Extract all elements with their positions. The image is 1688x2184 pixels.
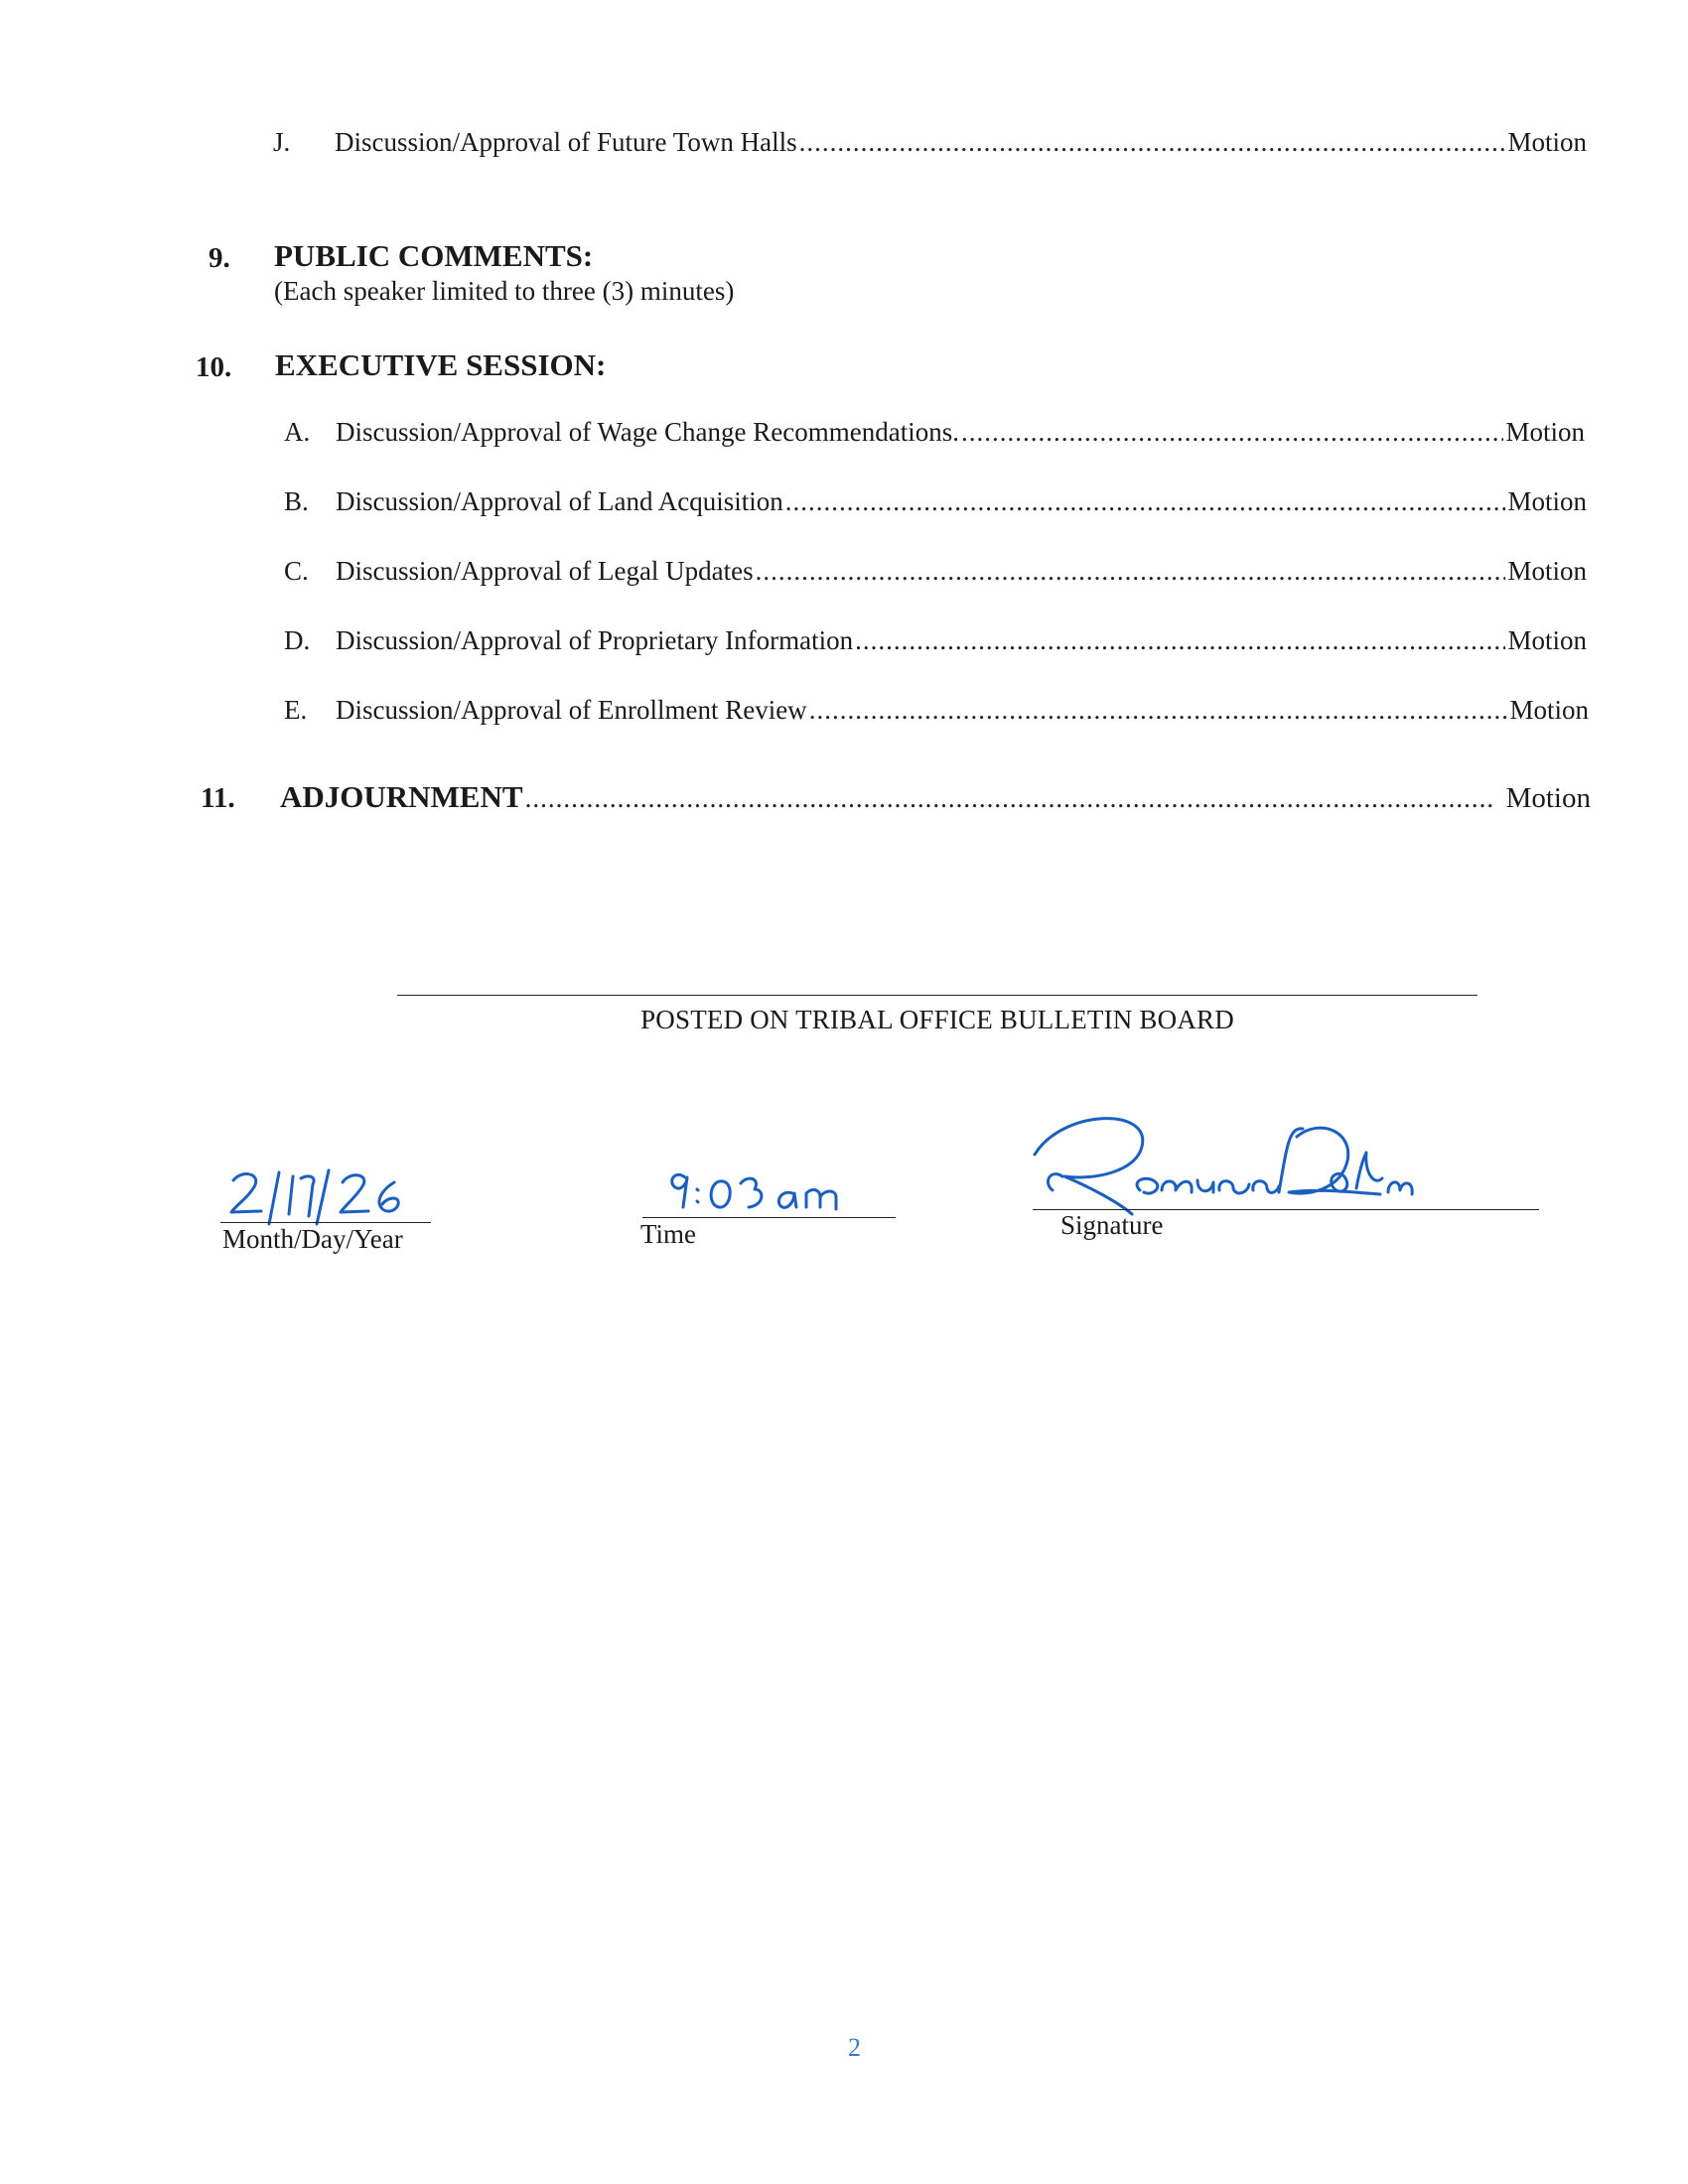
- dot-leader: [961, 417, 1504, 448]
- dot-leader: [756, 556, 1506, 587]
- signature-caption: Signature: [1060, 1210, 1164, 1240]
- item-action: Motion: [1509, 695, 1589, 725]
- handwritten-date: [225, 1166, 414, 1226]
- item-label: Discussion/Approval of Wage Change Recommendations.: [336, 417, 959, 447]
- item-action: Motion: [1505, 417, 1585, 447]
- item-action: Motion: [1507, 625, 1587, 655]
- page-number: 2: [848, 2033, 861, 2062]
- agenda-item-b: [284, 486, 1587, 517]
- dot-leader: [525, 783, 1492, 814]
- date-rule: [220, 1222, 431, 1223]
- handwritten-signature: [1023, 1107, 1420, 1216]
- agenda-item-d: [284, 625, 1587, 656]
- agenda-item-j: [273, 127, 1587, 158]
- item-letter: B.: [284, 486, 309, 516]
- section-title: EXECUTIVE SESSION:: [275, 347, 607, 382]
- section-11: [201, 779, 1591, 815]
- signature-field: [1023, 1107, 1539, 1246]
- item-label: Discussion/Approval of Legal Updates: [336, 556, 754, 586]
- item-letter: J.: [273, 127, 291, 157]
- section-subtitle: (Each speaker limited to three (3) minutes): [274, 276, 735, 306]
- item-action: Motion: [1505, 782, 1591, 814]
- dot-leader: [785, 486, 1506, 517]
- item-label: Discussion/Approval of Land Acquisition: [336, 486, 783, 516]
- section-number: 9.: [209, 242, 230, 274]
- time-rule: [642, 1217, 896, 1218]
- time-field: [640, 1163, 899, 1249]
- posted-rule: [397, 995, 1477, 996]
- item-letter: C.: [284, 556, 309, 586]
- item-label: Discussion/Approval of Future Town Halls: [335, 127, 797, 157]
- item-label: Discussion/Approval of Proprietary Information: [336, 625, 854, 655]
- dot-leader: [799, 127, 1506, 158]
- agenda-item-a: [284, 417, 1585, 448]
- agenda-item-e: [284, 695, 1589, 726]
- item-action: Motion: [1507, 486, 1587, 516]
- section-title: PUBLIC COMMENTS:: [274, 238, 594, 273]
- handwritten-time: [665, 1163, 864, 1223]
- agenda-item-c: [284, 556, 1587, 587]
- item-action: Motion: [1507, 127, 1587, 157]
- section-number: 10.: [196, 351, 232, 383]
- item-action: Motion: [1507, 556, 1587, 586]
- time-caption: Time: [640, 1219, 697, 1249]
- item-letter: E.: [284, 695, 308, 725]
- date-caption: Month/Day/Year: [222, 1224, 403, 1254]
- item-label: Discussion/Approval of Enrollment Review: [336, 695, 807, 725]
- posted-caption: POSTED ON TRIBAL OFFICE BULLETIN BOARD: [640, 1005, 1234, 1034]
- dot-leader: [855, 625, 1505, 656]
- date-field: [220, 1166, 434, 1254]
- item-letter: A.: [284, 417, 311, 447]
- dot-leader: [809, 695, 1508, 726]
- section-number: 11.: [201, 782, 235, 814]
- section-title: ADJOURNMENT: [280, 779, 523, 814]
- item-letter: D.: [284, 625, 311, 655]
